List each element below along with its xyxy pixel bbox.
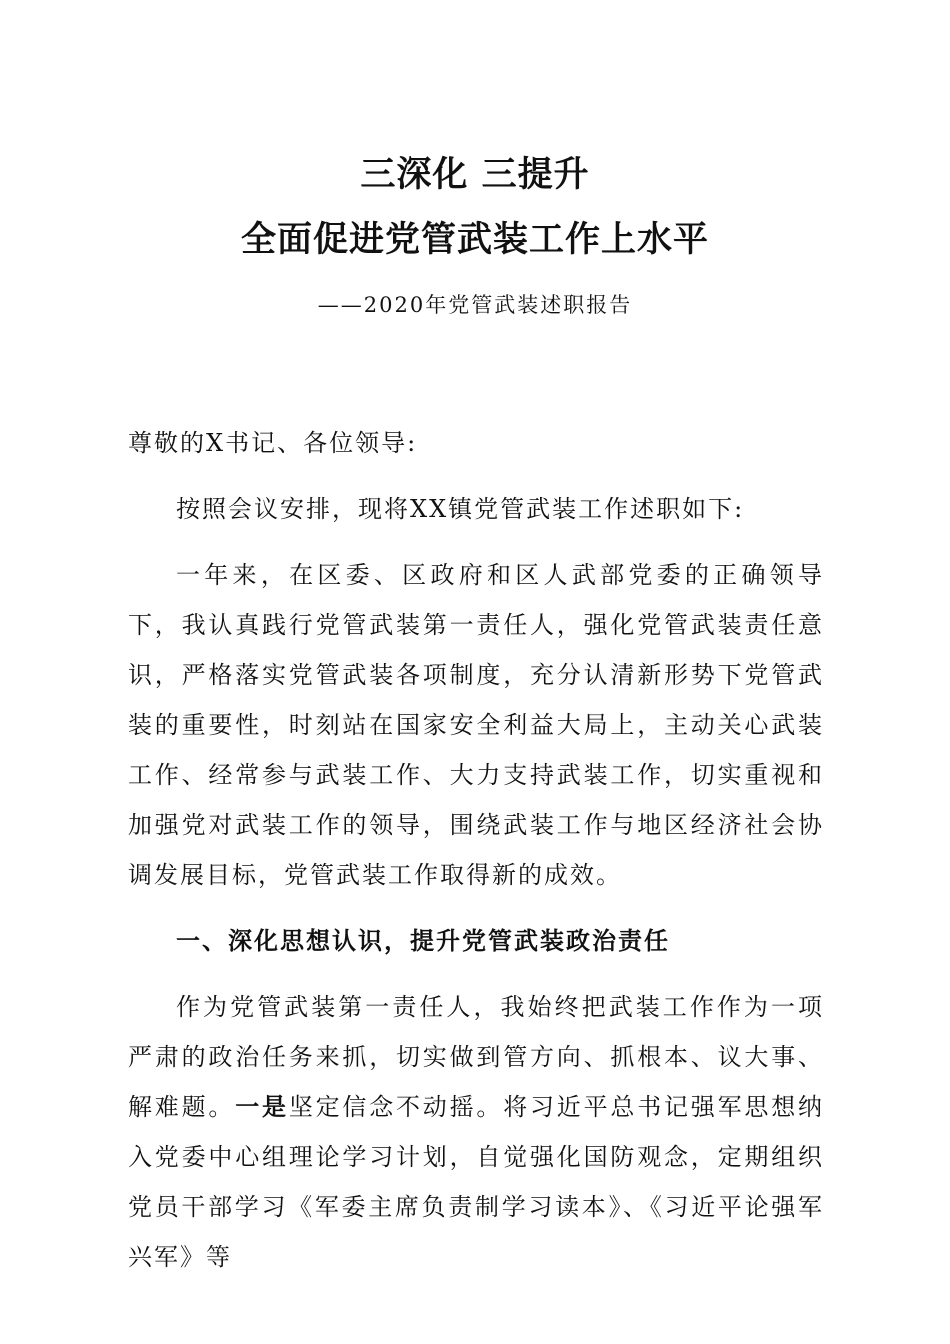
intro-paragraph: 按照会议安排，现将XX镇党管武装工作述职如下: [176,495,745,523]
body-paragraph-1: 一年来，在区委、区政府和区人武部党委的正确领导下，我认真践行党管武装第一责任人，强化党管武装责任意识，严格落实党管武装各项制度，充分认清新形势下党管武装的重要性，时刻站在国家安全利益大局上，主动关心武装工作、经常参与武装工作、大力支持武装工作，切实重视和加强党对武装工作的领导，围绕武装工作与地区经济社会协调发展目标，党管武装工作取得新的成效。 [128,561,824,889]
document-body [128,418,824,1298]
document-subtitle: ——2020年党管武装述职报告 [317,293,633,317]
section-1-text-before: 作为党管武装第一责任人，我始终把武装工作作为一项严肃的政治任务来抓，切实做到管方向、抓根本、议大事、解难题。 [128,993,824,1121]
section-1-paragraph [128,982,824,1282]
document-title-line-2: 全面促进党管武装工作上水平 [240,220,709,260]
section-1-lead-marker: 一是 [235,1093,289,1121]
section-1-text-after: 坚定信念不动摇。将习近平总书记强军思想纳入党委中心组理论学习计划，自觉强化国防观念，定期组织党员干部学习《军委主席负责制学习读本》、《习近平论强军兴军》等 [128,1093,825,1271]
document-title-line-1: 三深化 三提升 [360,155,590,195]
section-heading-1: 一、深化思想认识，提升党管武装政治责任 [176,927,670,955]
salutation: 尊敬的X书记、各位领导: [128,429,418,457]
